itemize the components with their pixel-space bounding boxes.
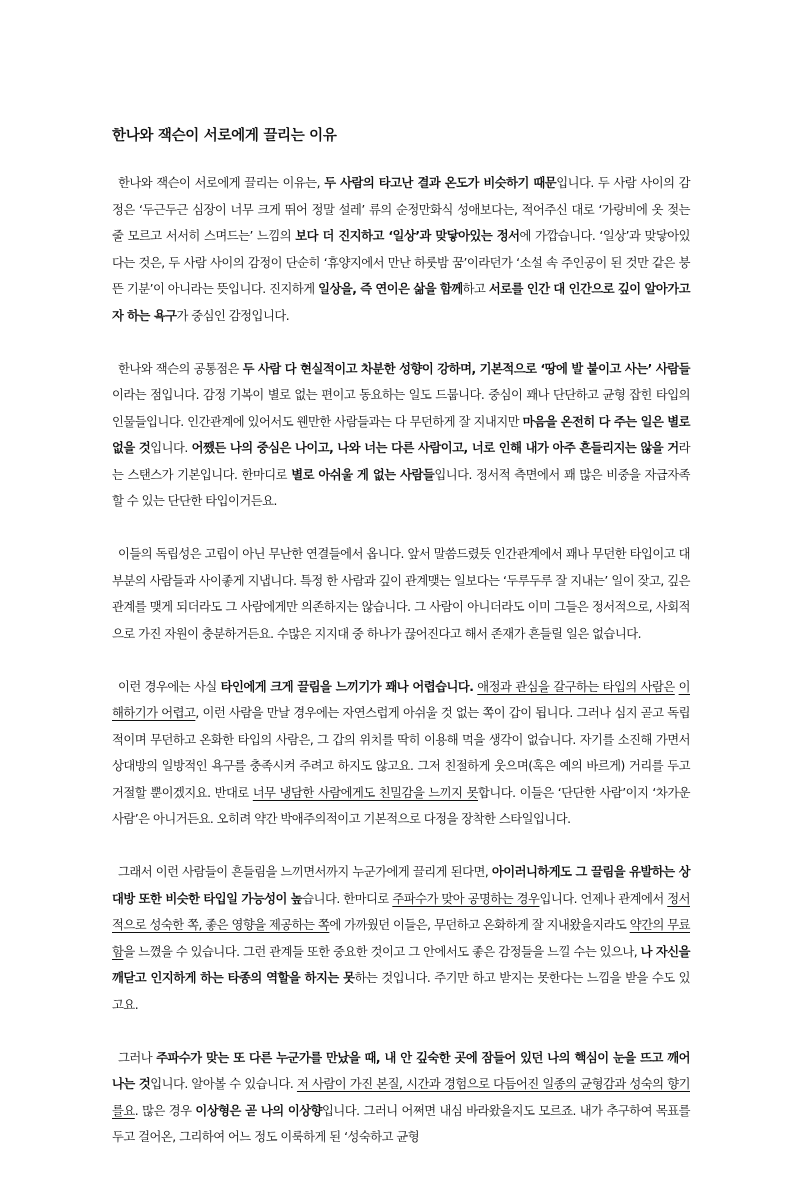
paragraph-2 (112, 356, 690, 515)
bold-text-run: 보다 더 진지하고 ‘일상’과 맞닿아있는 정서 (295, 229, 520, 243)
text-run: 습니다. 한마디로 (302, 891, 393, 906)
paragraph-3 (112, 541, 690, 647)
text-run: 에 가깝습니다. ‘일상’과 맞닿아있다는 것은, 두 사람 사이의 감정이 단순히 ‘휴양지에서 만난 하룻밤 꿈’이라던가 ‘소설 속 주인공이 된 것만 같은 붕 뜬 기분’이 아니라는 뜻입니다. 진지하게 (112, 229, 690, 296)
underlined-text-run: 애정과 관심을 갈구하는 타입의 사람은 (477, 679, 675, 694)
text-run: 입니다. (150, 441, 192, 456)
text-run: 라는 스탠스가 기본입니다. 한마디로 (112, 441, 690, 482)
paragraph-5 (112, 859, 690, 1018)
text-run: 그러나 (118, 1050, 157, 1065)
underlined-text-run: 주파수가 맞아 공명하는 경우 (392, 891, 540, 906)
text-run: 입니다. 알아볼 수 있습니다. (150, 1077, 297, 1092)
text-run: 입니다. 언제나 관계에서 (539, 891, 668, 906)
underlined-text-run: 정서적으로 성숙한 쪽, 좋은 영향을 제공하는 쪽 (112, 891, 690, 933)
bold-text-run: 서로를 인간 대 인간으로 깊이 알아가고자 하는 욕구 (112, 282, 690, 323)
underlined-text-run: 저 사람이 가진 본질, 시간과 경험으로 다듬어진 일종의 균형감과 성숙의 향기를요 (112, 1077, 690, 1118)
text-run: 한나와 잭슨의 공통점은 (118, 361, 243, 376)
bold-text-run: 타인에게 크게 끌림을 느끼기가 꽤나 어렵습니다. (220, 679, 474, 694)
bold-text-run: 아이러니하게도 그 끌림을 유발하는 상대방 또한 비슷한 타입일 가능성이 높 (112, 865, 690, 906)
text-run: 그래서 이런 사람들이 흔들림을 느끼면서까지 누군가에게 끌리게 된다면, (118, 865, 492, 880)
text-run: , 이런 사람을 만날 경우에는 자연스럽게 아쉬울 것 없는 쪽이 갑이 됩니다. 그러나 심지 곧고 독립적이며 무던하고 온화한 타입의 사람은, 그 갑의 위치를 딱히 이용해 먹을 생각이 없습니다. 자기를 소진해 가면서 상대방의 일방적인 욕구를 충족시켜 주려고 하지도 않고요. 그저 친절하게 웃으며(혹은 예의 바르게) 거리를 두고 거절할 뿐이겠지요. 반대로 (112, 706, 690, 800)
text-run: 가 중심인 감정입니다. (176, 308, 290, 323)
bold-text-run: 두 사람의 타고난 결과 온도가 비슷하기 때문 (324, 176, 557, 190)
bold-text-run: 마음을 온전히 다 주는 일은 별로 없을 것 (112, 414, 690, 456)
text-run: 합니다. 이들은 ‘단단한 사람’이지 ‘차가운 사람’은 아니거든요. 오히려 약간 박애주의적이고 기본적으로 다정을 장착한 스타일입니다. (112, 785, 690, 827)
text-run: 하는 것입니다. 주기만 하고 받지는 못한다는 느낌을 받을 수도 있고요. (112, 971, 691, 1012)
bold-text-run: 두 사람 다 현실적이고 차분한 성향이 강하며, 기본적으로 ‘땅에 발 붙이고 사는’ 사람들 (242, 361, 690, 376)
text-run: 입니다. 정서적 측면에서 꽤 많은 비중을 자급자족할 수 있는 단단한 타입이거든요. (112, 467, 690, 509)
text-run: 이런 경우에는 사실 (118, 679, 221, 694)
bold-text-run: 나 자신을 깨닫고 인지하게 하는 타종의 역할을 하지는 못 (112, 944, 690, 986)
text-run: 을 느꼈을 수 있습니다. 그런 관계들 또한 중요한 것이고 그 안에서도 좋은 감정들을 느낄 수는 있으나, (123, 944, 641, 959)
text-run: . 많은 경우 (134, 1103, 196, 1118)
underlined-text-run: 너무 냉담한 사람에게도 친밀감을 느끼지 못 (252, 785, 478, 800)
paragraph-6 (112, 1045, 690, 1151)
bold-text-run: 어쨌든 나의 중심은 나이고, 나와 너는 다른 사람이고, 너로 인해 내가 아주 흔들리지는 않을 거 (191, 441, 679, 456)
text-run: 한나와 잭슨이 서로에게 끌리는 이유는, (118, 176, 325, 190)
text-run: 입니다. 그러니 어쩌면 내심 바라왔을지도 모르죠. 내가 추구하여 목표를 두고 걸어온, 그리하여 어느 정도 이룩하게 된 ‘성숙하고 균형 (112, 1103, 690, 1145)
document-title: 한나와 잭슨이 서로에게 끌리는 이유 (112, 128, 337, 144)
text-run: 하고 (462, 282, 489, 296)
text-run: 이라는 점입니다. 감정 기복이 별로 없는 편이고 동요하는 일도 드뭅니다. 중심이 꽤나 단단하고 균형 잡힌 타입의 인물들입니다. 인간관계에 있어서도 웬만한 사람들과는 다 무던하게 잘 지내지만 (112, 388, 690, 429)
text-run: 이들의 독립성은 고립이 아닌 무난한 연결들에서 옵니다. 앞서 말씀드렸듯 인간관계에서 꽤나 무던한 타입이고 대부분의 사람들과 사이좋게 지냅니다. 특정 한 사람과 깊이 관계맺는 일보다는 ‘두루두루 잘 지내는’ 일이 잦고, 깊은 관계를 맺게 되더라도 그 사람에게만 의존하지는 않습니다. 그 사람이 아니더라도 이미 그들은 정서적으로, 사회적으로 가진 자원이 충분하거든요. 수많은 지지대 중 하나가 끊어진다고 해서 존재가 흔들릴 일은 없습니다. (112, 547, 690, 641)
bold-text-run: 일상을, 즉 연이은 삶을 함께 (318, 282, 463, 296)
underlined-text-run: 이해하기가 어렵고 (112, 679, 690, 721)
bold-text-run: 주파수가 맞는 또 다른 누군가를 만났을 때, 내 안 깊숙한 곳에 잠들어 있던 나의 핵심이 눈을 뜨고 깨어나는 것 (112, 1050, 691, 1092)
text-run: 에 가까웠던 이들은, 무던하고 온화하게 잘 지내왔을지라도 (329, 918, 630, 933)
bold-text-run: 별로 아쉬울 게 없는 사람들 (291, 467, 435, 482)
bold-text-run: 이상형은 곧 나의 이상향 (195, 1103, 322, 1118)
paragraph-4 (112, 674, 690, 833)
document-body (112, 170, 690, 1178)
text-run: 입니다. 두 사람 사이의 감정은 ‘두근두근 심장이 너무 크게 뛰어 정말 설레’ 류의 순정만화식 성애보다는, 적어주신 대로 ‘가랑비에 옷 젖는 줄 모르고 서서히 스며드는’ 느낌의 (112, 176, 691, 243)
paragraph-1 (112, 170, 690, 329)
underlined-text-run: 약간의 무료함 (112, 918, 690, 959)
